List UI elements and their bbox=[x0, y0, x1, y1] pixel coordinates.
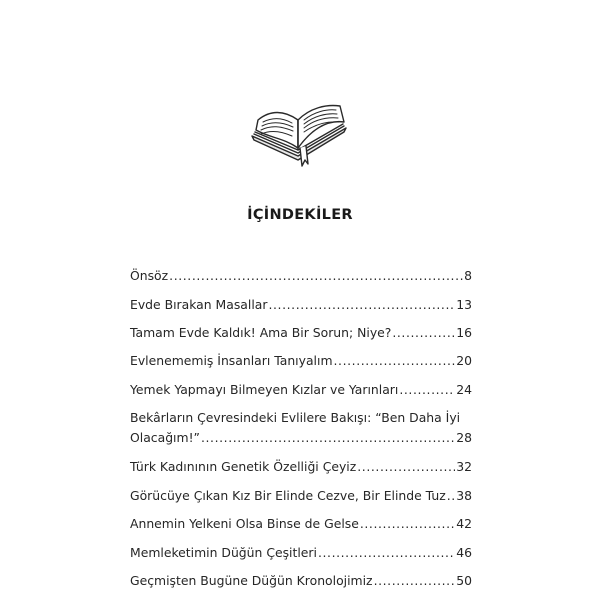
toc-entry-title: Türk Kadınının Genetik Özelliği Çeyiz bbox=[130, 459, 357, 474]
toc-leader-dots bbox=[169, 268, 463, 283]
toc-entry[interactable] bbox=[130, 459, 472, 474]
toc-entry-title: Görücüye Çıkan Kız Bir Elinde Cezve, Bir Elinde Tuz bbox=[130, 488, 446, 503]
toc-leader-dots bbox=[201, 430, 455, 445]
toc-entry[interactable] bbox=[130, 516, 472, 531]
toc-leader-dots bbox=[374, 573, 456, 588]
toc-entry-title: Evde Bırakan Masallar bbox=[130, 297, 268, 312]
toc-entry-page: 32 bbox=[456, 459, 472, 474]
toc-entry[interactable] bbox=[130, 545, 472, 560]
toc-entry-page: 16 bbox=[456, 325, 472, 340]
toc-entry-page: 8 bbox=[464, 268, 472, 283]
toc-entry-page: 20 bbox=[456, 353, 472, 368]
toc-entry-title: Evlenememiş İnsanları Tanıyalım bbox=[130, 353, 333, 368]
toc-entry-title-continued: Olacağım!” bbox=[130, 430, 200, 445]
toc-entry[interactable] bbox=[130, 268, 472, 283]
toc-entry[interactable] bbox=[130, 410, 472, 445]
toc-entry-page: 28 bbox=[456, 430, 472, 445]
toc-entry-title: Annemin Yelkeni Olsa Binse de Gelse bbox=[130, 516, 359, 531]
toc-entry-page: 13 bbox=[456, 297, 472, 312]
toc-entry-page: 42 bbox=[456, 516, 472, 531]
page-title: İÇİNDEKİLER bbox=[247, 207, 353, 223]
toc-entry-page: 46 bbox=[456, 545, 472, 560]
toc-entry-page: 50 bbox=[456, 573, 472, 588]
toc-entry-page: 24 bbox=[456, 382, 472, 397]
toc-leader-dots bbox=[447, 488, 455, 503]
toc-entry[interactable] bbox=[130, 353, 472, 368]
toc-entry-title: Yemek Yapmayı Bilmeyen Kızlar ve Yarınları bbox=[130, 382, 399, 397]
toc-leader-dots bbox=[399, 382, 455, 397]
toc-entry-title: Memleketimin Düğün Çeşitleri bbox=[130, 545, 317, 560]
toc-leader-dots bbox=[392, 325, 455, 340]
toc-leader-dots bbox=[268, 297, 455, 312]
toc-entry-title: Geçmişten Bugüne Düğün Kronolojimiz bbox=[130, 573, 373, 588]
toc-entry-title: Önsöz bbox=[130, 268, 169, 283]
toc-entry[interactable] bbox=[130, 488, 472, 503]
open-book-icon bbox=[248, 98, 352, 170]
toc-leader-dots bbox=[357, 459, 455, 474]
toc-entry-title: Bekârların Çevresindeki Evlilere Bakışı: “Ben Daha İyi bbox=[130, 410, 461, 425]
toc-leader-dots bbox=[318, 545, 455, 560]
toc-entry[interactable] bbox=[130, 325, 472, 340]
toc-entry-page: 38 bbox=[456, 488, 472, 503]
toc-entry[interactable] bbox=[130, 382, 472, 397]
toc-entry[interactable] bbox=[130, 573, 472, 588]
toc-entry-title: Tamam Evde Kaldık! Ama Bir Sorun; Niye? bbox=[130, 325, 392, 340]
toc-leader-dots bbox=[334, 353, 456, 368]
toc-leader-dots bbox=[360, 516, 455, 531]
toc-entry[interactable] bbox=[130, 297, 472, 312]
